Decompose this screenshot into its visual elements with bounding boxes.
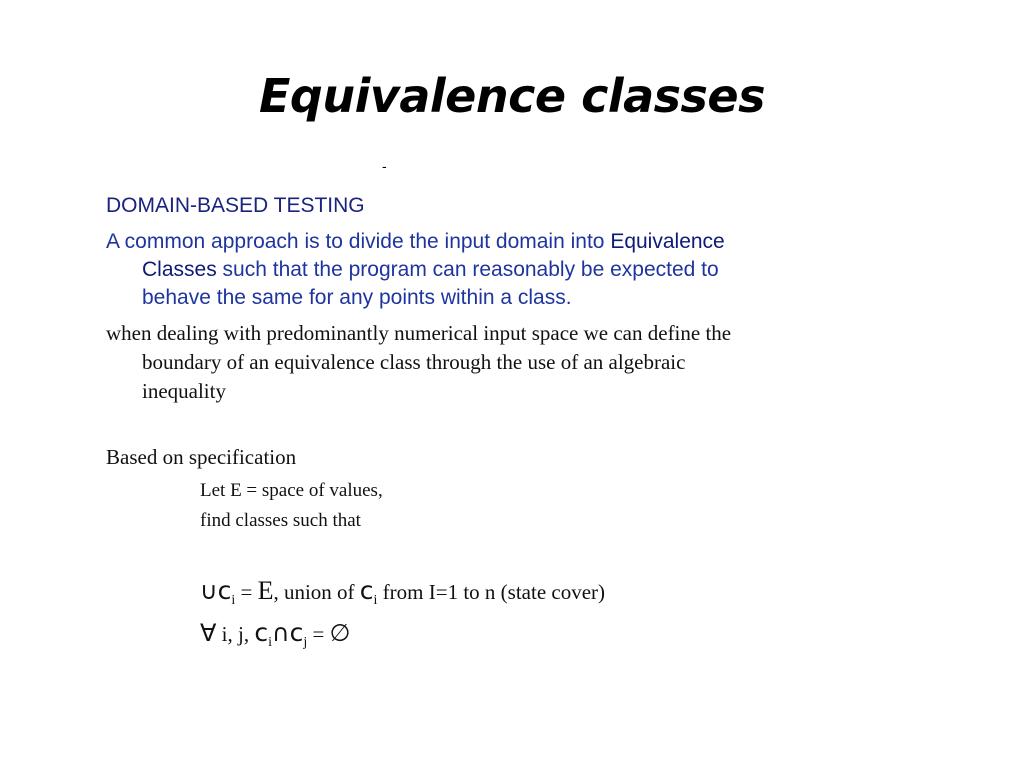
- e-symbol: E: [257, 576, 274, 605]
- slide-title: Equivalence classes: [258, 69, 765, 123]
- equivalence-term: Equivalence: [610, 230, 725, 253]
- approach-line-1: [106, 228, 896, 256]
- spec-line-1: Let E = space of values,: [200, 480, 383, 501]
- numerical-line-1: when dealing with predominantly numerical input space we can define the: [106, 321, 732, 345]
- equals-sign: =: [235, 580, 258, 604]
- approach-paragraph: [106, 228, 896, 312]
- spec-label: Based on specification: [106, 445, 297, 469]
- approach-line-3: behave the same for any points within a class.: [142, 286, 572, 309]
- numerical-paragraph: [106, 319, 906, 406]
- union-text: , union of: [273, 580, 360, 604]
- disjoint-formula: [200, 618, 350, 651]
- empty-set-symbol: ∅: [329, 619, 351, 647]
- equals-sign: =: [307, 622, 330, 646]
- subscript-i: i: [373, 593, 378, 609]
- c-symbol: c: [254, 618, 269, 647]
- dash-mark: -: [382, 158, 387, 174]
- approach-text: such that the program can reasonably be expected to: [216, 258, 719, 281]
- subscript-j: j: [303, 635, 308, 651]
- classes-term: Classes: [142, 258, 217, 281]
- forall-text: i, j,: [216, 622, 255, 646]
- c-symbol: c: [289, 618, 304, 647]
- approach-text: A common approach is to divide the input domain into: [106, 230, 611, 253]
- forall-symbol: ∀: [200, 619, 217, 647]
- section-heading: DOMAIN-BASED TESTING: [106, 194, 365, 217]
- approach-line-2: [106, 256, 896, 284]
- numerical-line-2: boundary of an equivalence class through the use of an algebraic: [142, 350, 686, 374]
- numerical-line-3: inequality: [142, 379, 226, 403]
- c-symbol: c: [217, 576, 232, 605]
- c-symbol: c: [359, 576, 374, 605]
- subscript-i: i: [268, 635, 272, 651]
- subscript-i: i: [231, 593, 236, 609]
- union-symbol: ∪: [200, 577, 218, 605]
- spec-line-2: find classes such that: [200, 510, 361, 531]
- union-tail: from I=1 to n (state cover): [377, 580, 606, 604]
- intersection-symbol: ∩: [271, 619, 290, 647]
- union-formula: [200, 576, 605, 609]
